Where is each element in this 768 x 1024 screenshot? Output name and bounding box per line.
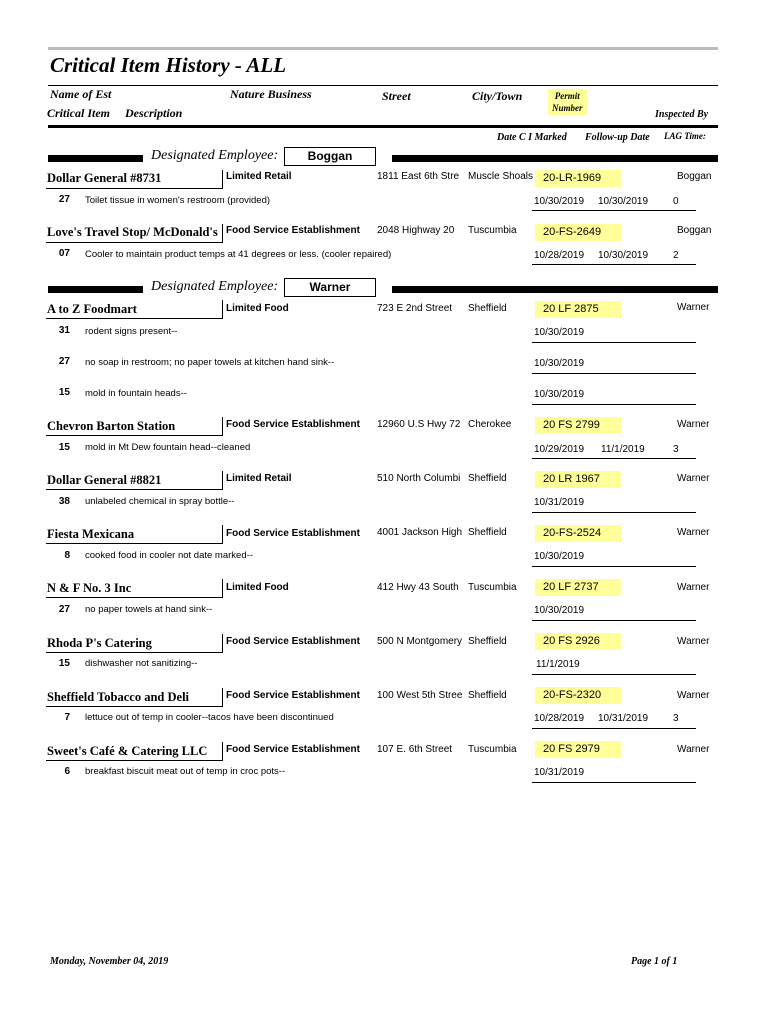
header-street: Street [382, 89, 411, 103]
item-code: 27 [58, 356, 70, 367]
est-inspector: Boggan [677, 171, 712, 182]
date-underline [532, 511, 696, 513]
footer-page-number: Page 1 of 1 [631, 956, 678, 967]
est-inspector: Warner [677, 473, 710, 484]
designated-employee-label: Designated Employee: [151, 148, 279, 163]
designated-employee-name: Warner [284, 278, 376, 297]
est-nature: Food Service Establishment [226, 419, 360, 430]
title-rule [48, 85, 718, 86]
header-permit-line1: Permit [554, 91, 580, 101]
est-city: Sheffield [468, 690, 507, 701]
est-name: Fiesta Mexicana [47, 527, 135, 541]
date-underline [532, 619, 696, 621]
est-city: Sheffield [468, 303, 507, 314]
est-nature: Food Service Establishment [226, 744, 360, 755]
page-title: Critical Item History - ALL [50, 53, 287, 77]
item-date: 10/29/2019 [534, 444, 585, 455]
est-nature: Food Service Establishment [226, 690, 360, 701]
item-code: 15 [58, 442, 70, 453]
item-lag: 3 [673, 444, 679, 455]
est-street: 12960 U.S Hwy 72 [377, 419, 461, 430]
designated-employee-label: Designated Employee: [151, 279, 279, 294]
est-city: Sheffield [468, 473, 507, 484]
est-street: 100 West 5th Stree [377, 690, 463, 701]
est-name: A to Z Foodmart [47, 302, 137, 316]
est-nature: Food Service Establishment [226, 528, 360, 539]
item-code: 8 [64, 550, 70, 561]
est-nature: Limited Food [226, 303, 289, 314]
est-inspector: Warner [677, 582, 710, 593]
header-lag-time: LAG Time: [664, 131, 706, 141]
designated-employee-name: Boggan [284, 147, 376, 166]
item-desc: breakfast biscuit meat out of temp in croc pots-- [85, 766, 286, 777]
item-date: 10/30/2019 [534, 389, 585, 400]
est-permit: 20-LR-1969 [535, 170, 621, 187]
header-inspected-by: Inspected By [655, 109, 709, 120]
est-street: 107 E. 6th Street [377, 744, 453, 755]
item-desc: dishwasher not sanitizing-- [85, 658, 198, 669]
est-name: Chevron Barton Station [47, 419, 176, 433]
header-permit-number [548, 89, 587, 115]
date-underline [532, 781, 696, 783]
est-street: 4001 Jackson High [377, 527, 463, 538]
est-permit: 20 LR 1967 [535, 471, 621, 488]
item-date: 10/30/2019 [534, 327, 585, 338]
est-inspector: Warner [677, 419, 710, 430]
est-street: 723 E 2nd Street [377, 303, 453, 314]
item-desc: Cooler to maintain product temps at 41 degrees or less. (cooler repaired) [85, 249, 392, 260]
item-date: 10/28/2019 [534, 250, 585, 261]
item-code: 27 [58, 604, 70, 615]
item-date: 10/31/2019 [534, 767, 585, 778]
est-name: Rhoda P's Catering [47, 636, 152, 650]
item-code: 15 [58, 387, 70, 398]
est-permit: 20 LF 2875 [535, 301, 621, 318]
date-underline [532, 341, 696, 343]
item-code: 07 [58, 248, 70, 259]
item-desc: unlabeled chemical in spray bottle-- [85, 496, 235, 507]
date-underline [532, 263, 696, 265]
date-underline [532, 403, 696, 405]
item-desc: no paper towels at hand sink-- [85, 604, 213, 615]
header-date-ci-marked: Date C I Marked [497, 132, 567, 143]
item-desc: mold in Mt Dew fountain head--cleaned [85, 442, 251, 453]
item-desc: Toilet tissue in women's restroom (provided) [85, 195, 271, 206]
item-code: 15 [58, 658, 70, 669]
est-inspector: Warner [677, 690, 710, 701]
est-name: Dollar General #8821 [47, 473, 162, 487]
est-permit: 20 LF 2737 [535, 579, 621, 596]
est-inspector: Warner [677, 744, 710, 755]
date-underline [532, 727, 696, 729]
est-nature: Limited Retail [226, 171, 292, 182]
est-inspector: Warner [677, 527, 710, 538]
item-code: 38 [58, 496, 70, 507]
est-name: Sheffield Tobacco and Deli [47, 690, 190, 704]
est-permit: 20 FS 2979 [535, 741, 621, 758]
footer-date: Monday, November 04, 2019 [50, 956, 169, 967]
group-bar-right [392, 286, 718, 293]
date-underline [532, 565, 696, 567]
top-rule [48, 47, 718, 50]
est-inspector: Warner [677, 636, 710, 647]
item-desc: mold in fountain heads-- [85, 388, 187, 399]
item-date: 10/30/2019 [534, 358, 585, 369]
est-nature: Limited Retail [226, 473, 292, 484]
est-street: 2048 Highway 20 [377, 225, 455, 236]
est-city: Tuscumbia [468, 225, 517, 236]
group-bar-right [392, 155, 718, 162]
header-follow-up-date: Follow-up Date [585, 132, 650, 143]
est-city: Sheffield [468, 527, 507, 538]
item-followup: 10/30/2019 [598, 196, 649, 207]
est-nature: Limited Food [226, 582, 289, 593]
est-inspector: Warner [677, 302, 710, 313]
item-lag: 0 [673, 196, 679, 207]
item-followup: 11/1/2019 [601, 444, 645, 455]
item-desc: cooked food in cooler not date marked-- [85, 550, 253, 561]
est-name: Dollar General #8731 [47, 171, 162, 185]
est-city: Cherokee [468, 419, 512, 430]
item-code: 31 [58, 325, 70, 336]
group-bar-left [48, 155, 143, 162]
est-permit: 20-FS-2320 [535, 687, 621, 704]
est-nature: Food Service Establishment [226, 225, 360, 236]
item-lag: 3 [673, 713, 679, 724]
est-nature: Food Service Establishment [226, 636, 360, 647]
est-permit: 20-FS-2524 [535, 525, 621, 542]
item-date: 10/30/2019 [534, 196, 585, 207]
header-city-town: City/Town [472, 89, 523, 103]
item-date: 10/30/2019 [534, 605, 585, 616]
est-name: Sweet's Café & Catering LLC [47, 744, 208, 758]
est-name: N & F No. 3 Inc [47, 581, 132, 595]
date-underline [532, 209, 696, 211]
group-bar-left [48, 286, 143, 293]
item-desc: rodent signs present-- [85, 326, 178, 337]
item-date: 10/31/2019 [534, 497, 585, 508]
item-followup: 10/31/2019 [598, 713, 649, 724]
header-name-of-est: Name of Est [50, 87, 112, 101]
item-desc: no soap in restroom; no paper towels at kitchen hand sink-- [85, 357, 335, 368]
item-date: 10/28/2019 [534, 713, 585, 724]
est-permit: 20 FS 2926 [535, 633, 621, 650]
est-street: 500 N Montgomery [377, 636, 463, 647]
est-street: 412 Hwy 43 South [377, 582, 459, 593]
item-code: 7 [64, 712, 70, 723]
item-code: 27 [58, 194, 70, 205]
header-nature-business: Nature Business [230, 87, 312, 101]
est-inspector: Boggan [677, 225, 712, 236]
item-date: 11/1/2019 [536, 659, 580, 670]
item-followup: 10/30/2019 [598, 250, 649, 261]
est-city: Tuscumbia [468, 744, 517, 755]
est-street: 510 North Columbi [377, 473, 461, 484]
header-rule [48, 125, 718, 128]
date-underline [532, 457, 696, 459]
est-city: Muscle Shoals [468, 171, 534, 182]
header-description: Description [125, 106, 183, 120]
est-city: Sheffield [468, 636, 507, 647]
header-permit-line2: Number [552, 103, 583, 113]
est-permit: 20-FS-2649 [535, 224, 621, 241]
est-permit: 20 FS 2799 [535, 417, 621, 434]
item-code: 6 [64, 766, 70, 777]
item-date: 10/30/2019 [534, 551, 585, 562]
item-desc: lettuce out of temp in cooler--tacos have been discontinued [85, 712, 334, 723]
date-underline [532, 673, 696, 675]
est-street: 1811 East 6th Stre [377, 171, 460, 182]
header-critical-item: Critical Item [47, 106, 110, 120]
est-city: Tuscumbia [468, 582, 517, 593]
est-name: Love's Travel Stop/ McDonald's [47, 225, 218, 239]
date-underline [532, 372, 696, 374]
item-lag: 2 [673, 250, 679, 261]
